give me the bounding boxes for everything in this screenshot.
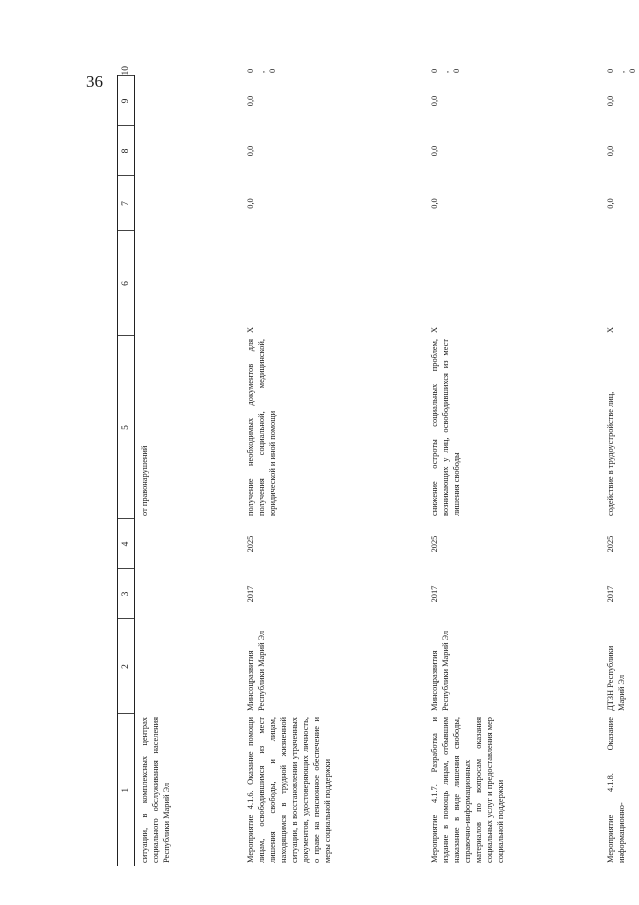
value-cell: 0,0 bbox=[606, 198, 615, 209]
program-table bbox=[117, 66, 639, 866]
col-header-9: 9 bbox=[118, 76, 135, 126]
measure-cell: Мероприятие 4.1.8. Оказание информационно- bbox=[606, 717, 626, 863]
start-year-cell: 2017 bbox=[430, 585, 439, 603]
value-cell: 0,0 bbox=[606, 145, 615, 157]
indicator-cell: X bbox=[430, 326, 439, 333]
result-cell: от правонарушений bbox=[140, 445, 149, 516]
value-cell: 0,0 bbox=[606, 95, 615, 107]
value-cell: 0,0 bbox=[246, 95, 255, 107]
start-year-cell: 2017 bbox=[246, 585, 255, 603]
page-number: 36 bbox=[86, 72, 103, 91]
start-year-cell bbox=[135, 569, 232, 619]
value-cell bbox=[135, 126, 232, 176]
col-header-6: 6 bbox=[118, 231, 135, 336]
end-year-cell bbox=[135, 519, 232, 569]
col-header-7: 7 bbox=[118, 176, 135, 231]
column-number-header: 1 2 3 4 5 6 7 8 9 10 bbox=[118, 76, 135, 866]
indicator-cell: X bbox=[606, 326, 615, 333]
result-cell: содействие в трудоустройстве лиц, bbox=[606, 391, 615, 516]
executor-cell: Минсоцразвития Республики Марий Эл bbox=[430, 630, 450, 711]
col-header-3: 3 bbox=[118, 569, 135, 619]
value-cell: 0,0 bbox=[430, 198, 439, 209]
end-year-cell: 2025 bbox=[430, 535, 439, 553]
value-cell: 0,0 bbox=[430, 145, 439, 157]
table-row: Мероприятие 4.1.7. Разработка и издание в помощь лицам, отбывшим наказание в виде лишения свободы, справочно-информационных материалов по вопросам оказания социальных услуг и предоставления мер социальной поддержки Минсоцразвития Республики Марий Эл 2017 2025 снижение остроты социальных проблем, возникающих у лиц, освободившихся из мест лишения свободы X 0,0 0,0 0,0 0,0 bbox=[415, 76, 591, 866]
value-cell bbox=[135, 76, 232, 126]
end-year-cell: 2025 bbox=[246, 535, 255, 553]
executor-cell bbox=[135, 619, 232, 714]
indicator-cell bbox=[135, 231, 232, 336]
result-cell: получение необходимых документов для получения социальной, медицинской, юридической и иной помощи bbox=[246, 339, 277, 516]
start-year-cell: 2017 bbox=[606, 585, 615, 603]
value-cell bbox=[135, 176, 232, 231]
col-header-5: 5 bbox=[118, 336, 135, 519]
measure-cell: Мероприятие 4.1.6. Оказание помощи лицам, освободившимся из мест лишения свободы, и лицам, находящимся в трудной жизненной ситуации, в восстановлении утраченных документов, удостоверяющих личность, о праве на пенсионное обеспечение и меры социальной поддержки bbox=[246, 717, 332, 863]
col-header-2: 2 bbox=[118, 619, 135, 714]
rotated-table-wrapper bbox=[117, 66, 637, 866]
result-cell: снижение остроты социальных проблем, возникающих у лиц, освободившихся из мест лишения свободы bbox=[430, 339, 461, 516]
table-row: Мероприятие 4.1.8. Оказание информационно- ДТЗН Республики Марий Эл 2017 2025 содействие в трудоустройстве лиц, X 0,0 0,0 0,0 0,0 bbox=[591, 76, 639, 866]
table-row: Мероприятие 4.1.6. Оказание помощи лицам, освободившимся из мест лишения свободы, и лицам, находящимся в трудной жизненной ситуации, в восстановлении утраченных документов, удостоверяющих личность, о праве на пенсионное обеспечение и меры социальной поддержки Минсоцразвития Республики Марий Эл 2017 2025 получение необходимых документов для получения социальной, медицинской, юридической и иной помощи X 0,0 0,0 0,0 0,0 bbox=[231, 76, 415, 866]
indicator-cell: X bbox=[246, 326, 255, 333]
measure-cell: ситуации, в комплексных центрах социального обслуживания населения Республики Марий Эл bbox=[140, 717, 171, 863]
executor-cell: Минсоцразвития Республики Марий Эл bbox=[246, 630, 266, 711]
col-header-8: 8 bbox=[118, 126, 135, 176]
value-cell: 0,0 bbox=[246, 198, 255, 209]
col-header-4: 4 bbox=[118, 519, 135, 569]
col-header-1: 1 bbox=[118, 714, 135, 866]
value-cell: 0,0 bbox=[430, 95, 439, 107]
end-year-cell: 2025 bbox=[606, 535, 615, 553]
executor-cell: ДТЗН Республики Марий Эл bbox=[606, 645, 626, 711]
value-cell: 0,0 bbox=[246, 145, 255, 157]
table-row bbox=[135, 76, 232, 866]
measure-cell: Мероприятие 4.1.7. Разработка и издание в помощь лицам, отбывшим наказание в виде лишения свободы, справочно-информационных материалов по вопросам оказания социальных услуг и предоставления мер социальной поддержки bbox=[430, 717, 505, 863]
